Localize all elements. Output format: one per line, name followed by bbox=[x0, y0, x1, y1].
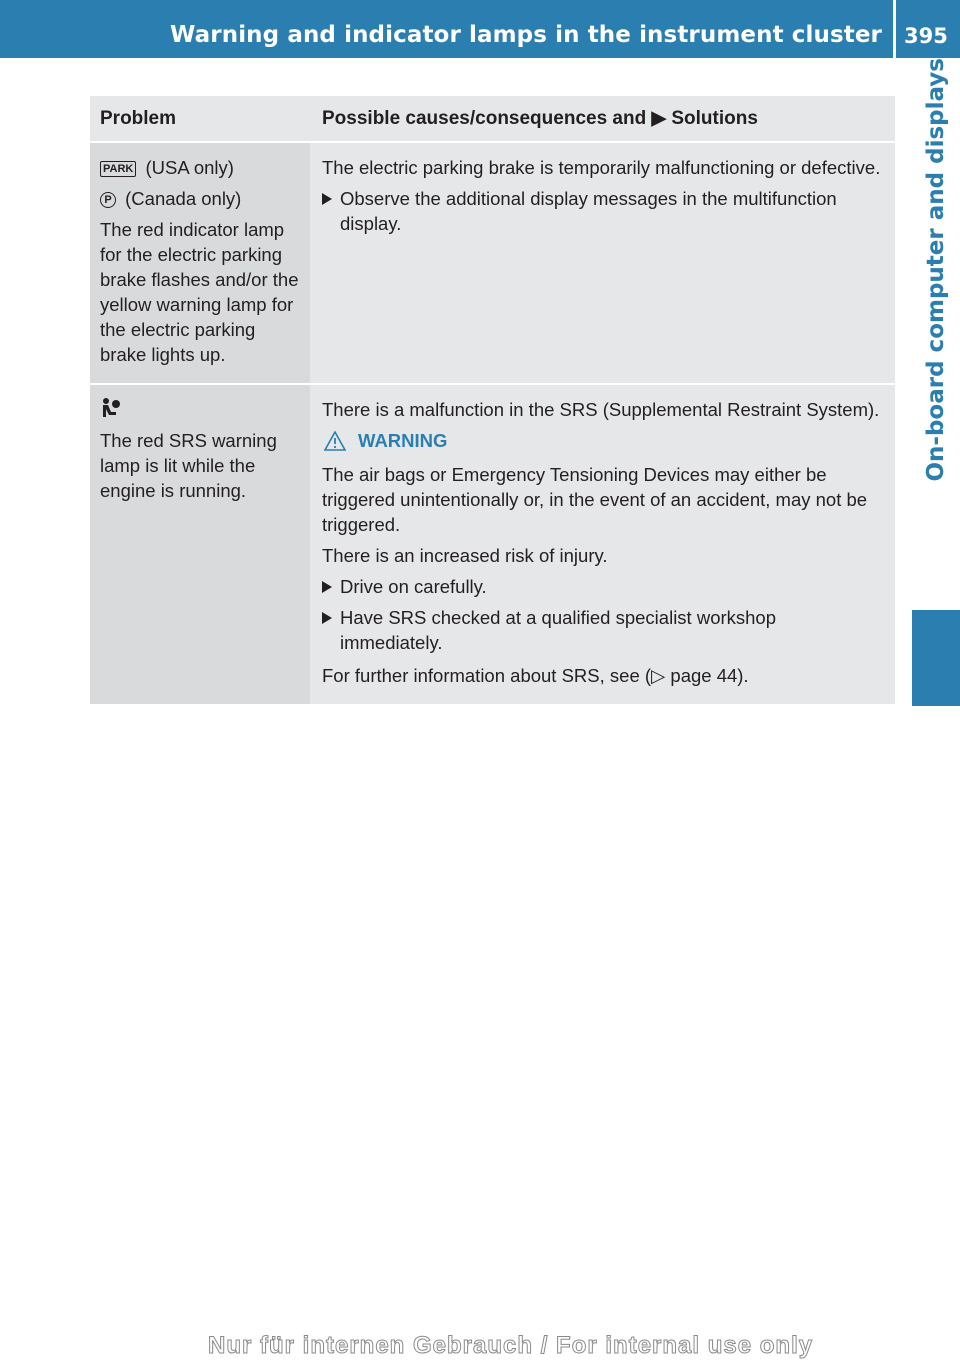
page-reference-link[interactable]: For further information about SRS, see (▷ page 44). bbox=[322, 665, 749, 686]
warning-lamp-table bbox=[90, 96, 895, 704]
park-icon: PARK bbox=[100, 161, 136, 177]
solution-step: Drive on carefully. bbox=[322, 574, 883, 599]
problem-text: The red SRS warning lamp is lit while the engine is running. bbox=[100, 430, 277, 501]
solution-step: Observe the additional display messages in the multifunction display. bbox=[322, 186, 883, 236]
problem-text: The red indicator lamp for the electric parking brake flashes and/or the yellow warning lamp for the electric parking brake lights up. bbox=[100, 219, 299, 365]
cause-text: The electric parking brake is temporarily malfunctioning or defective. bbox=[322, 157, 881, 178]
header-solutions: Possible causes/consequences and ▶ Solutions bbox=[322, 108, 758, 129]
page-number: 395 bbox=[904, 24, 948, 48]
side-tab-marker bbox=[912, 610, 960, 706]
solution-cell bbox=[310, 385, 895, 704]
parking-brake-p-icon: P bbox=[100, 192, 116, 208]
arrow-icon bbox=[322, 612, 332, 624]
risk-text: There is an increased risk of injury. bbox=[322, 545, 608, 566]
side-tab bbox=[912, 58, 960, 606]
header-problem: Problem bbox=[100, 107, 177, 129]
table-header bbox=[90, 96, 895, 143]
arrow-icon bbox=[322, 581, 332, 593]
table-row bbox=[90, 143, 895, 385]
header-divider bbox=[893, 0, 896, 58]
solution-cell bbox=[310, 143, 895, 383]
warning-heading bbox=[324, 430, 883, 452]
warning-text: The air bags or Emergency Tensioning Devices may either be triggered unintentionally or, in the event of an accident, may not be triggered. bbox=[322, 464, 868, 535]
header-band bbox=[0, 0, 960, 58]
warning-label: WARNING bbox=[358, 430, 448, 451]
srs-airbag-icon bbox=[100, 397, 122, 424]
arrow-icon bbox=[322, 193, 332, 205]
side-tab-label: On-board computer and displays bbox=[923, 58, 949, 482]
warning-triangle-icon bbox=[324, 431, 346, 451]
cause-text: There is a malfunction in the SRS (Supplemental Restraint System). bbox=[322, 399, 880, 420]
page-title: Warning and indicator lamps in the instrument cluster bbox=[170, 22, 882, 48]
canada-only-label: (Canada only) bbox=[125, 188, 242, 209]
problem-cell bbox=[90, 143, 310, 383]
problem-cell bbox=[90, 385, 310, 704]
usa-only-label: (USA only) bbox=[145, 157, 234, 178]
solution-step: Have SRS checked at a qualified specialist workshop immediately. bbox=[322, 605, 883, 655]
watermark: Nur für internen Gebrauch / For internal use only bbox=[208, 1332, 814, 1359]
table-row bbox=[90, 385, 895, 704]
